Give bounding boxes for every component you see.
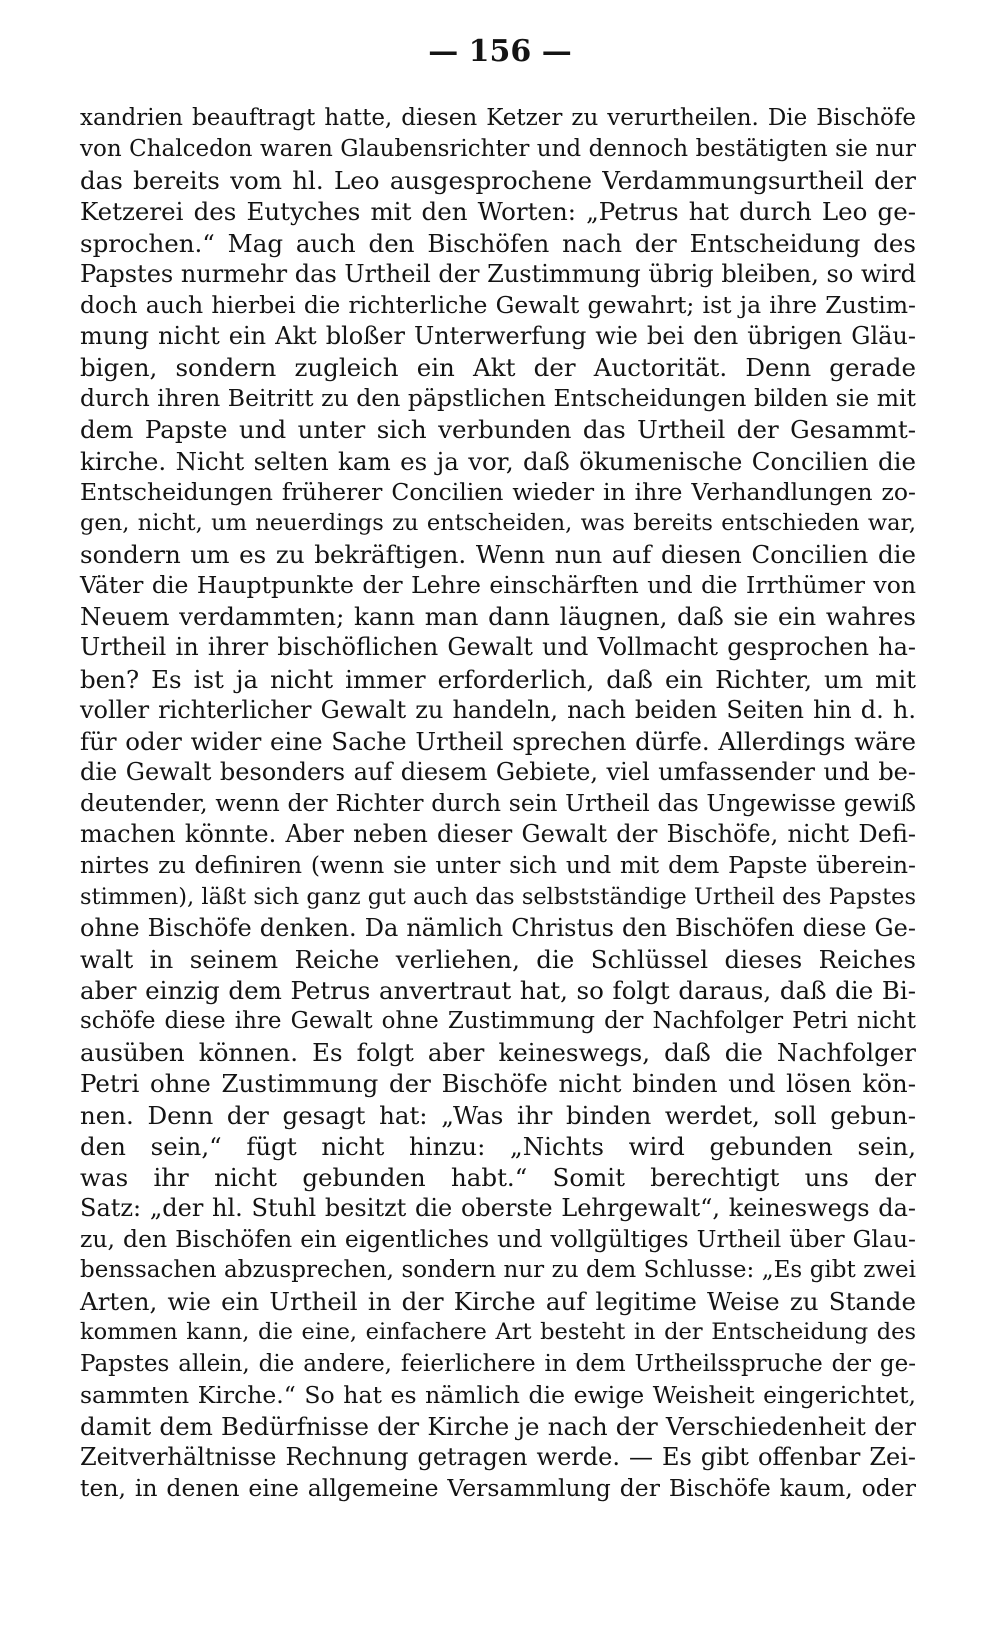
text-line: xandrien beauftragt hatte, diesen Ketzer zu verurtheilen. Die Bischöfe	[80, 105, 916, 131]
text-line: Entscheidungen früherer Concilien wieder in ihre Verhandlungen zo-	[80, 477, 916, 506]
text-line: ausüben können. Es folgt aber keineswegs, daß die Nachfolger	[80, 1038, 916, 1068]
text-line: Väter die Hauptpunkte der Lehre einschärften und die Irrthümer von	[80, 571, 916, 600]
text-line: ohne Bischöfe denken. Da nämlich Christus den Bischöfen diese Ge-	[80, 913, 916, 942]
text-line: Petri ohne Zustimmung der Bischöfe nicht binden und lösen kön-	[80, 1069, 916, 1099]
text-line: walt in seinem Reiche verliehen, die Schlüssel dieses Reiches	[80, 944, 916, 974]
text-line: gen, nicht, um neuerdings zu entscheiden, was bereits entschieden war,	[80, 509, 916, 536]
text-line: für oder wider eine Sache Urtheil sprechen dürfe. Allerdings wäre	[80, 726, 916, 756]
text-line: den sein,“ fügt nicht hinzu: „Nichts wird gebunden sein,	[80, 1131, 916, 1161]
text-line: ten, in denen eine allgemeine Versammlung der Bischöfe kaum, oder	[80, 1474, 916, 1503]
text-line: deutender, wenn der Richter durch sein Urtheil das Ungewisse gewiß	[80, 789, 916, 818]
text-line: doch auch hierbei die richterliche Gewalt gewahrt; ist ja ihre Zustim-	[80, 290, 916, 319]
text-line: schöfe diese ihre Gewalt ohne Zustimmung der Nachfolger Petri nicht	[80, 1008, 916, 1035]
text-line: nirtes zu definiren (wenn sie unter sich und mit dem Papste überein-	[80, 851, 916, 880]
text-line: zu, den Bischöfen ein eigentliches und vollgültiges Urtheil über Glau-	[80, 1225, 916, 1254]
text-line: benssachen abzusprechen, sondern nur zu dem Schlusse: „Es gibt zwei	[80, 1257, 916, 1284]
text-line: sondern um es zu bekräftigen. Wenn nun auf diesen Concilien die	[80, 539, 916, 569]
text-line: machen könnte. Aber neben dieser Gewalt der Bischöfe, nicht Defi-	[80, 820, 916, 849]
text-line: stimmen), läßt sich ganz gut auch das selbstständige Urtheil des Papstes	[80, 883, 916, 910]
text-line: Zeitverhältnisse Rechnung getragen werde. — Es gibt offenbar Zei-	[80, 1443, 916, 1472]
text-line: ben? Es ist ja nicht immer erforderlich, daß ein Richter, um mit	[80, 664, 916, 694]
text-line: bigen, sondern zugleich ein Akt der Auctorität. Denn gerade	[80, 353, 916, 383]
text-line: was ihr nicht gebunden habt.“ Somit berechtigt uns der	[80, 1162, 916, 1192]
text-line: kirche. Nicht selten kam es ja vor, daß ökumenische Concilien die	[80, 446, 916, 476]
page-number-header: — 156 —	[428, 34, 572, 69]
text-line: Satz: „der hl. Stuhl besitzt die oberste Lehrgewalt“, keineswegs da-	[80, 1193, 916, 1222]
text-line: Arten, wie ein Urtheil in der Kirche auf legitime Weise zu Stande	[80, 1287, 916, 1317]
text-line: durch ihren Beitritt zu den päpstlichen Entscheidungen bilden sie mit	[80, 384, 916, 413]
text-line: die Gewalt besonders auf diesem Gebiete, viel umfassender und be-	[80, 757, 916, 786]
text-line: mung nicht ein Akt bloßer Unterwerfung wie bei den übrigen Gläu-	[80, 321, 916, 350]
text-line: aber einzig dem Petrus anvertraut hat, so folgt daraus, daß die Bi-	[80, 975, 916, 1005]
text-line: nen. Denn der gesagt hat: „Was ihr binden werdet, soll gebun-	[80, 1100, 916, 1130]
text-line: Urtheil in ihrer bischöflichen Gewalt und Vollmacht gesprochen ha-	[80, 633, 916, 662]
text-line: voller richterlicher Gewalt zu handeln, nach beiden Seiten hin d. h.	[80, 695, 916, 724]
body-text	[80, 103, 916, 1504]
text-line: von Chalcedon waren Glaubensrichter und dennoch bestätigten sie nur	[80, 136, 916, 163]
text-line: das bereits vom hl. Leo ausgesprochene Verdammungsurtheil der	[80, 166, 916, 196]
text-line: Neuem verdammten; kann man dann läugnen, daß sie ein wahres	[80, 602, 916, 632]
text-line: dem Papste und unter sich verbunden das Urtheil der Gesammt-	[80, 415, 916, 445]
text-line: kommen kann, die eine, einfachere Art besteht in der Entscheidung des	[80, 1319, 916, 1346]
text-line: Papstes nurmehr das Urtheil der Zustimmung übrig bleiben, so wird	[80, 259, 916, 288]
text-line: sammten Kirche.“ So hat es nämlich die ewige Weisheit eingerichtet,	[80, 1380, 916, 1409]
text-line: sprochen.“ Mag auch den Bischöfen nach der Entscheidung des	[80, 228, 916, 258]
text-line: Papstes allein, die andere, feierlichere in dem Urtheilsspruche der ge-	[80, 1350, 916, 1377]
text-line: Ketzerei des Eutyches mit den Worten: „Petrus hat durch Leo ge-	[80, 197, 916, 227]
text-line: damit dem Bedürfnisse der Kirche je nach der Verschiedenheit der	[80, 1411, 916, 1441]
